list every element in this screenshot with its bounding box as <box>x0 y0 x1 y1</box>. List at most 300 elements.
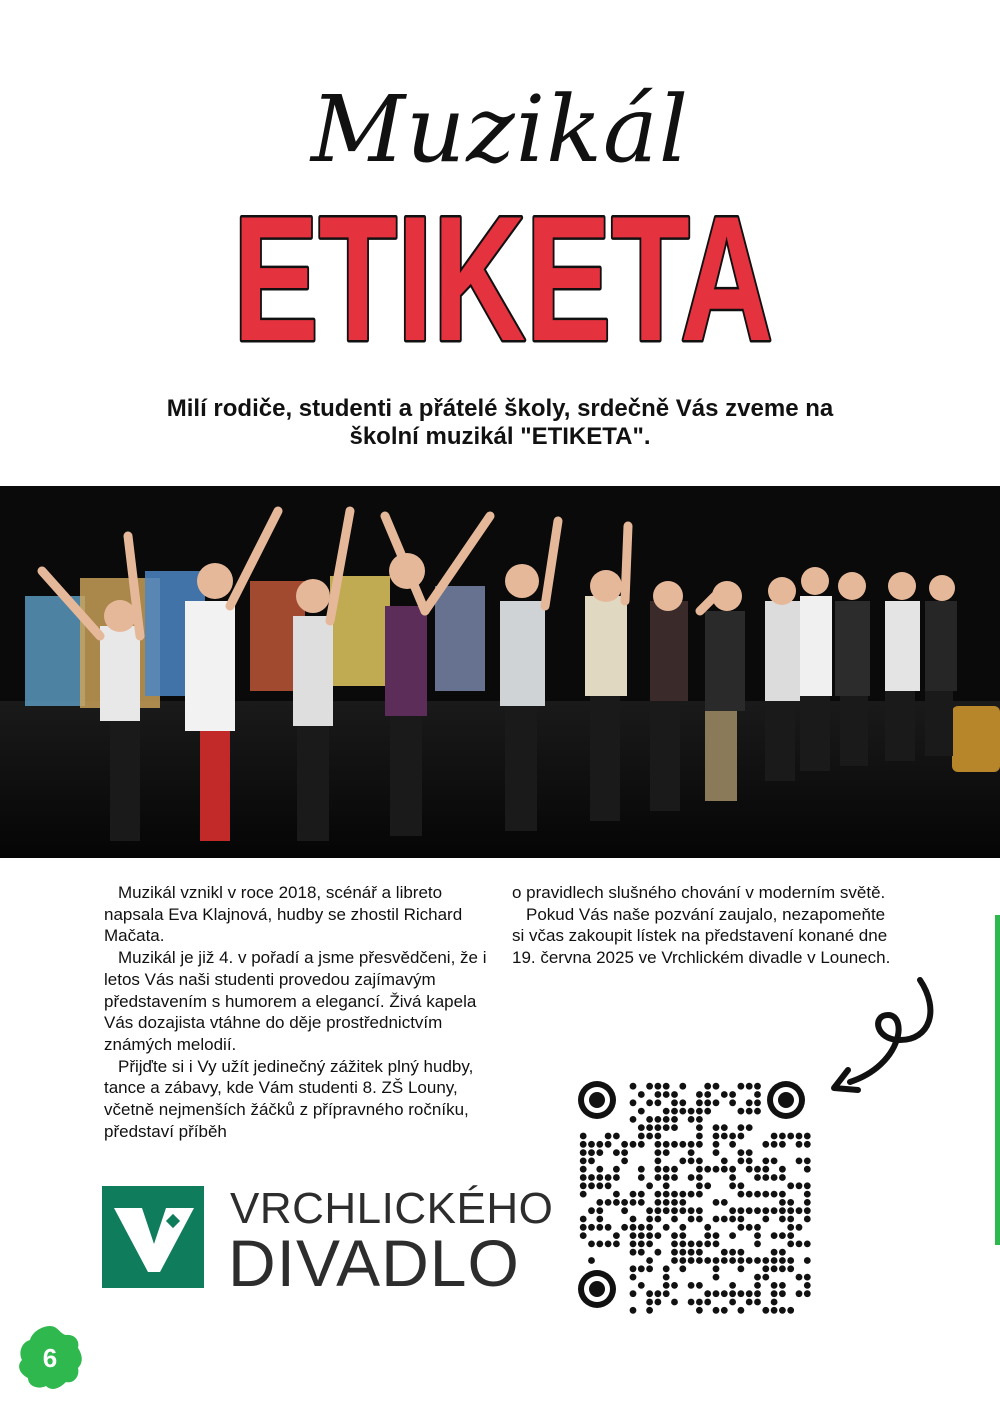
qr-module <box>696 1133 703 1140</box>
qr-module <box>738 1265 745 1272</box>
qr-module <box>613 1166 620 1173</box>
qr-module <box>771 1207 778 1214</box>
qr-module <box>746 1224 753 1231</box>
edge-accent-bar <box>995 915 1000 1245</box>
qr-module <box>738 1133 745 1140</box>
qr-module <box>688 1299 695 1306</box>
qr-module <box>596 1241 603 1248</box>
qr-module <box>646 1124 653 1131</box>
qr-module <box>655 1174 662 1181</box>
qr-module <box>738 1182 745 1189</box>
logo-text-line-2: DIVADLO <box>228 1226 520 1300</box>
qr-module <box>721 1216 728 1223</box>
qr-module <box>655 1141 662 1148</box>
qr-module <box>655 1249 662 1256</box>
qr-module <box>738 1158 745 1165</box>
stage-photo <box>0 486 1000 858</box>
qr-module <box>696 1124 703 1131</box>
qr-module <box>646 1224 653 1231</box>
qr-module <box>630 1191 637 1198</box>
qr-module <box>804 1274 811 1281</box>
qr-module <box>630 1083 637 1090</box>
qr-module <box>762 1158 769 1165</box>
qr-module <box>688 1116 695 1123</box>
qr-module <box>679 1241 686 1248</box>
qr-module <box>646 1299 653 1306</box>
qr-module <box>696 1108 703 1115</box>
qr-module <box>663 1224 670 1231</box>
qr-module <box>688 1108 695 1115</box>
qr-module <box>696 1282 703 1289</box>
qr-module <box>696 1191 703 1198</box>
qr-module <box>638 1224 645 1231</box>
qr-module <box>779 1265 786 1272</box>
qr-module <box>721 1290 728 1297</box>
qr-module <box>605 1174 612 1181</box>
qr-module <box>638 1265 645 1272</box>
article-paragraph-3: Přijďte si i Vy užít jedinečný zážitek plný hudby, tance a zábavy, kde Vám studenti 8. ZŠ Louny, včetně nejmenších žáčků z přípravného ročníku, představí příběh <box>104 1056 474 1141</box>
qr-module <box>804 1141 811 1148</box>
qr-module <box>613 1232 620 1239</box>
qr-module <box>729 1091 736 1098</box>
qr-module <box>754 1299 761 1306</box>
qr-module <box>762 1174 769 1181</box>
qr-module <box>596 1199 603 1206</box>
qr-module <box>713 1149 720 1156</box>
qr-module <box>638 1232 645 1239</box>
qr-module <box>655 1149 662 1156</box>
qr-module <box>729 1182 736 1189</box>
qr-module <box>613 1199 620 1206</box>
qr-module <box>729 1216 736 1223</box>
qr-module <box>721 1199 728 1206</box>
qr-module <box>679 1249 686 1256</box>
qr-module <box>713 1265 720 1272</box>
qr-module <box>679 1141 686 1148</box>
qr-module <box>746 1191 753 1198</box>
qr-module <box>655 1158 662 1165</box>
qr-module <box>655 1091 662 1098</box>
qr-module <box>630 1265 637 1272</box>
qr-module <box>704 1108 711 1115</box>
qr-module <box>771 1174 778 1181</box>
qr-module <box>729 1290 736 1297</box>
qr-module <box>621 1149 628 1156</box>
qr-module <box>804 1290 811 1297</box>
qr-module <box>613 1149 620 1156</box>
qr-module <box>746 1124 753 1131</box>
qr-module <box>746 1207 753 1214</box>
qr-module <box>655 1116 662 1123</box>
qr-module <box>655 1166 662 1173</box>
qr-module <box>754 1099 761 1106</box>
qr-module <box>746 1290 753 1297</box>
qr-module <box>580 1232 587 1239</box>
qr-module <box>746 1166 753 1173</box>
qr-module <box>671 1124 678 1131</box>
qr-module <box>688 1282 695 1289</box>
qr-module <box>738 1207 745 1214</box>
qr-module <box>738 1224 745 1231</box>
qr-module <box>796 1274 803 1281</box>
qr-module <box>721 1133 728 1140</box>
qr-module <box>796 1224 803 1231</box>
qr-module <box>630 1224 637 1231</box>
qr-module <box>729 1282 736 1289</box>
qr-module <box>688 1241 695 1248</box>
qr-module <box>721 1124 728 1131</box>
qr-module <box>771 1299 778 1306</box>
qr-module <box>721 1158 728 1165</box>
qr-module <box>663 1149 670 1156</box>
qr-module <box>746 1257 753 1264</box>
qr-module <box>779 1249 786 1256</box>
qr-module <box>679 1232 686 1239</box>
qr-module <box>688 1141 695 1148</box>
qr-module <box>771 1257 778 1264</box>
qr-module <box>779 1307 786 1314</box>
qr-module <box>646 1232 653 1239</box>
qr-module <box>696 1299 703 1306</box>
qr-module <box>721 1166 728 1173</box>
qr-module <box>713 1124 720 1131</box>
qr-module <box>762 1141 769 1148</box>
qr-module <box>663 1191 670 1198</box>
qr-module <box>688 1257 695 1264</box>
qr-module <box>679 1207 686 1214</box>
qr-module <box>621 1158 628 1165</box>
qr-module <box>696 1166 703 1173</box>
qr-module <box>779 1191 786 1198</box>
qr-module <box>738 1307 745 1314</box>
qr-module <box>613 1174 620 1181</box>
qr-module <box>630 1141 637 1148</box>
qr-module <box>596 1224 603 1231</box>
qr-module <box>771 1290 778 1297</box>
qr-module <box>796 1290 803 1297</box>
qr-module <box>646 1182 653 1189</box>
qr-module <box>646 1307 653 1314</box>
qr-module <box>671 1282 678 1289</box>
qr-module <box>671 1257 678 1264</box>
qr-module <box>655 1124 662 1131</box>
qr-module <box>696 1257 703 1264</box>
qr-module <box>580 1224 587 1231</box>
page-number: 6 <box>42 1343 58 1373</box>
qr-module <box>605 1133 612 1140</box>
qr-module <box>754 1108 761 1115</box>
qr-module <box>787 1257 794 1264</box>
qr-module <box>671 1166 678 1173</box>
qr-module <box>771 1282 778 1289</box>
article-paragraph-2: Muzikál je již 4. v pořadí a jsme přesvědčeni, že i letos Vás naši studenti provedou zajímavým představením s humorem a elegancí. Živá kapela Vás dozajista vtáhne do děje prostřednictvím známých melodií. <box>104 948 487 1054</box>
qr-module <box>787 1224 794 1231</box>
qr-module <box>663 1166 670 1173</box>
qr-module <box>580 1149 587 1156</box>
qr-module <box>804 1166 811 1173</box>
qr-module <box>630 1232 637 1239</box>
qr-module <box>729 1299 736 1306</box>
title-script-muzikal: Muzikál <box>310 76 690 183</box>
qr-module <box>580 1141 587 1148</box>
qr-module <box>746 1099 753 1106</box>
qr-module <box>754 1174 761 1181</box>
qr-module <box>688 1149 695 1156</box>
qr-module <box>580 1158 587 1165</box>
qr-module <box>621 1199 628 1206</box>
qr-module <box>621 1207 628 1214</box>
qr-module <box>754 1224 761 1231</box>
qr-module <box>663 1290 670 1297</box>
qr-module <box>713 1307 720 1314</box>
qr-module <box>754 1257 761 1264</box>
qr-module <box>787 1241 794 1248</box>
qr-module <box>663 1199 670 1206</box>
qr-module <box>655 1232 662 1239</box>
qr-module <box>754 1091 761 1098</box>
qr-module <box>704 1241 711 1248</box>
qr-module <box>679 1099 686 1106</box>
qr-module <box>663 1124 670 1131</box>
qr-module <box>638 1191 645 1198</box>
qr-module <box>655 1207 662 1214</box>
qr-module <box>655 1299 662 1306</box>
qr-module <box>779 1282 786 1289</box>
qr-module <box>787 1232 794 1239</box>
qr-module <box>646 1241 653 1248</box>
qr-module <box>738 1149 745 1156</box>
qr-module <box>787 1265 794 1272</box>
qr-module <box>671 1108 678 1115</box>
theatre-logo-mark-icon <box>102 1186 204 1288</box>
qr-module <box>671 1141 678 1148</box>
qr-module <box>580 1174 587 1181</box>
qr-module <box>738 1290 745 1297</box>
qr-module <box>779 1216 786 1223</box>
qr-module <box>630 1290 637 1297</box>
qr-module <box>679 1224 686 1231</box>
qr-module <box>580 1133 587 1140</box>
qr-module <box>671 1091 678 1098</box>
qr-module <box>696 1307 703 1314</box>
qr-module <box>779 1141 786 1148</box>
qr-module <box>596 1207 603 1214</box>
qr-module <box>754 1166 761 1173</box>
qr-module <box>754 1232 761 1239</box>
qr-module <box>630 1274 637 1281</box>
qr-module <box>729 1249 736 1256</box>
qr-module <box>704 1091 711 1098</box>
qr-module <box>696 1099 703 1106</box>
qr-module <box>630 1216 637 1223</box>
qr-module <box>762 1191 769 1198</box>
title-etiketa <box>228 179 778 378</box>
qr-module <box>671 1299 678 1306</box>
qr-module <box>638 1124 645 1131</box>
qr-module <box>646 1116 653 1123</box>
vrchlickeho-divadlo-logo <box>102 1184 554 1300</box>
qr-module <box>804 1191 811 1198</box>
curly-arrow-icon <box>820 970 950 1100</box>
qr-module <box>729 1174 736 1181</box>
qr-module <box>771 1191 778 1198</box>
qr-module <box>613 1133 620 1140</box>
qr-module <box>671 1207 678 1214</box>
qr-module <box>713 1133 720 1140</box>
qr-module <box>696 1182 703 1189</box>
qr-module <box>696 1216 703 1223</box>
qr-module <box>779 1232 786 1239</box>
qr-module <box>688 1174 695 1181</box>
qr-code-icon[interactable] <box>575 1078 810 1313</box>
qr-module <box>704 1257 711 1264</box>
qr-module <box>787 1216 794 1223</box>
qr-module <box>596 1149 603 1156</box>
qr-module <box>663 1091 670 1098</box>
qr-module <box>713 1199 720 1206</box>
qr-module <box>588 1257 595 1264</box>
qr-module <box>646 1257 653 1264</box>
qr-module <box>779 1174 786 1181</box>
qr-module <box>787 1199 794 1206</box>
qr-module <box>646 1290 653 1297</box>
qr-module <box>663 1207 670 1214</box>
article-paragraph-3-continued: o pravidlech slušného chování v moderním světě. <box>512 883 886 902</box>
qr-module <box>713 1166 720 1173</box>
qr-module <box>671 1216 678 1223</box>
qr-module <box>704 1290 711 1297</box>
qr-module <box>746 1299 753 1306</box>
qr-module <box>638 1249 645 1256</box>
qr-module <box>771 1141 778 1148</box>
qr-module <box>663 1174 670 1181</box>
qr-module <box>771 1232 778 1239</box>
qr-module <box>729 1133 736 1140</box>
qr-module <box>630 1116 637 1123</box>
qr-module <box>729 1207 736 1214</box>
article-column-left <box>104 882 494 1142</box>
qr-module <box>787 1207 794 1214</box>
qr-module <box>663 1282 670 1289</box>
qr-module <box>671 1249 678 1256</box>
qr-module <box>605 1224 612 1231</box>
qr-module <box>729 1166 736 1173</box>
article-paragraph-1: Muzikál vznikl v roce 2018, scénář a libreto napsala Eva Klajnová, hudby se zhostil Richard Mačata. <box>104 883 463 946</box>
qr-module <box>663 1141 670 1148</box>
qr-module <box>638 1282 645 1289</box>
qr-module <box>655 1133 662 1140</box>
qr-module <box>771 1265 778 1272</box>
qr-module <box>779 1207 786 1214</box>
qr-module <box>787 1182 794 1189</box>
qr-module <box>804 1182 811 1189</box>
qr-module <box>713 1216 720 1223</box>
qr-module <box>588 1224 595 1231</box>
qr-module <box>796 1207 803 1214</box>
qr-module <box>729 1232 736 1239</box>
qr-module <box>596 1182 603 1189</box>
qr-module <box>796 1241 803 1248</box>
qr-module <box>779 1290 786 1297</box>
qr-module <box>762 1216 769 1223</box>
qr-module <box>704 1299 711 1306</box>
qr-module <box>704 1166 711 1173</box>
qr-module <box>762 1307 769 1314</box>
qr-module <box>729 1099 736 1106</box>
qr-module <box>721 1307 728 1314</box>
qr-module <box>796 1158 803 1165</box>
qr-module <box>804 1199 811 1206</box>
qr-module <box>605 1141 612 1148</box>
qr-module <box>771 1307 778 1314</box>
qr-module <box>580 1166 587 1173</box>
qr-module <box>779 1166 786 1173</box>
qr-module <box>762 1207 769 1214</box>
qr-module <box>696 1141 703 1148</box>
qr-module <box>754 1207 761 1214</box>
qr-module <box>655 1191 662 1198</box>
qr-module <box>696 1091 703 1098</box>
article-column-right <box>512 882 892 969</box>
qr-module <box>746 1083 753 1090</box>
qr-module <box>688 1158 695 1165</box>
qr-module <box>738 1249 745 1256</box>
qr-module <box>605 1199 612 1206</box>
qr-module <box>646 1099 653 1106</box>
qr-module <box>588 1174 595 1181</box>
qr-module <box>646 1133 653 1140</box>
qr-module <box>738 1257 745 1264</box>
qr-module <box>762 1265 769 1272</box>
qr-module <box>588 1149 595 1156</box>
qr-module <box>729 1141 736 1148</box>
qr-module <box>762 1274 769 1281</box>
qr-module <box>721 1091 728 1098</box>
invitation-line-2: školní muzikál "ETIKETA". <box>349 423 651 450</box>
qr-module <box>754 1290 761 1297</box>
qr-module <box>638 1241 645 1248</box>
qr-module <box>580 1191 587 1198</box>
qr-module <box>613 1191 620 1198</box>
qr-module <box>721 1249 728 1256</box>
qr-module <box>779 1257 786 1264</box>
qr-module <box>713 1141 720 1148</box>
qr-module <box>787 1133 794 1140</box>
qr-module <box>638 1091 645 1098</box>
invitation-text <box>90 395 910 451</box>
qr-module <box>596 1166 603 1173</box>
qr-module <box>646 1207 653 1214</box>
qr-module <box>630 1241 637 1248</box>
qr-module <box>754 1241 761 1248</box>
qr-module <box>605 1241 612 1248</box>
qr-module <box>796 1141 803 1148</box>
qr-module <box>771 1158 778 1165</box>
qr-module <box>588 1241 595 1248</box>
qr-module <box>679 1158 686 1165</box>
qr-module <box>704 1224 711 1231</box>
qr-module <box>663 1083 670 1090</box>
qr-module <box>588 1207 595 1214</box>
qr-module <box>754 1274 761 1281</box>
qr-module <box>738 1108 745 1115</box>
invitation-line-1: Milí rodiče, studenti a přátelé školy, srdečně Vás zveme na <box>166 395 834 422</box>
qr-module <box>762 1257 769 1264</box>
qr-module <box>638 1141 645 1148</box>
qr-module <box>746 1158 753 1165</box>
qr-module <box>679 1257 686 1264</box>
qr-module <box>804 1241 811 1248</box>
